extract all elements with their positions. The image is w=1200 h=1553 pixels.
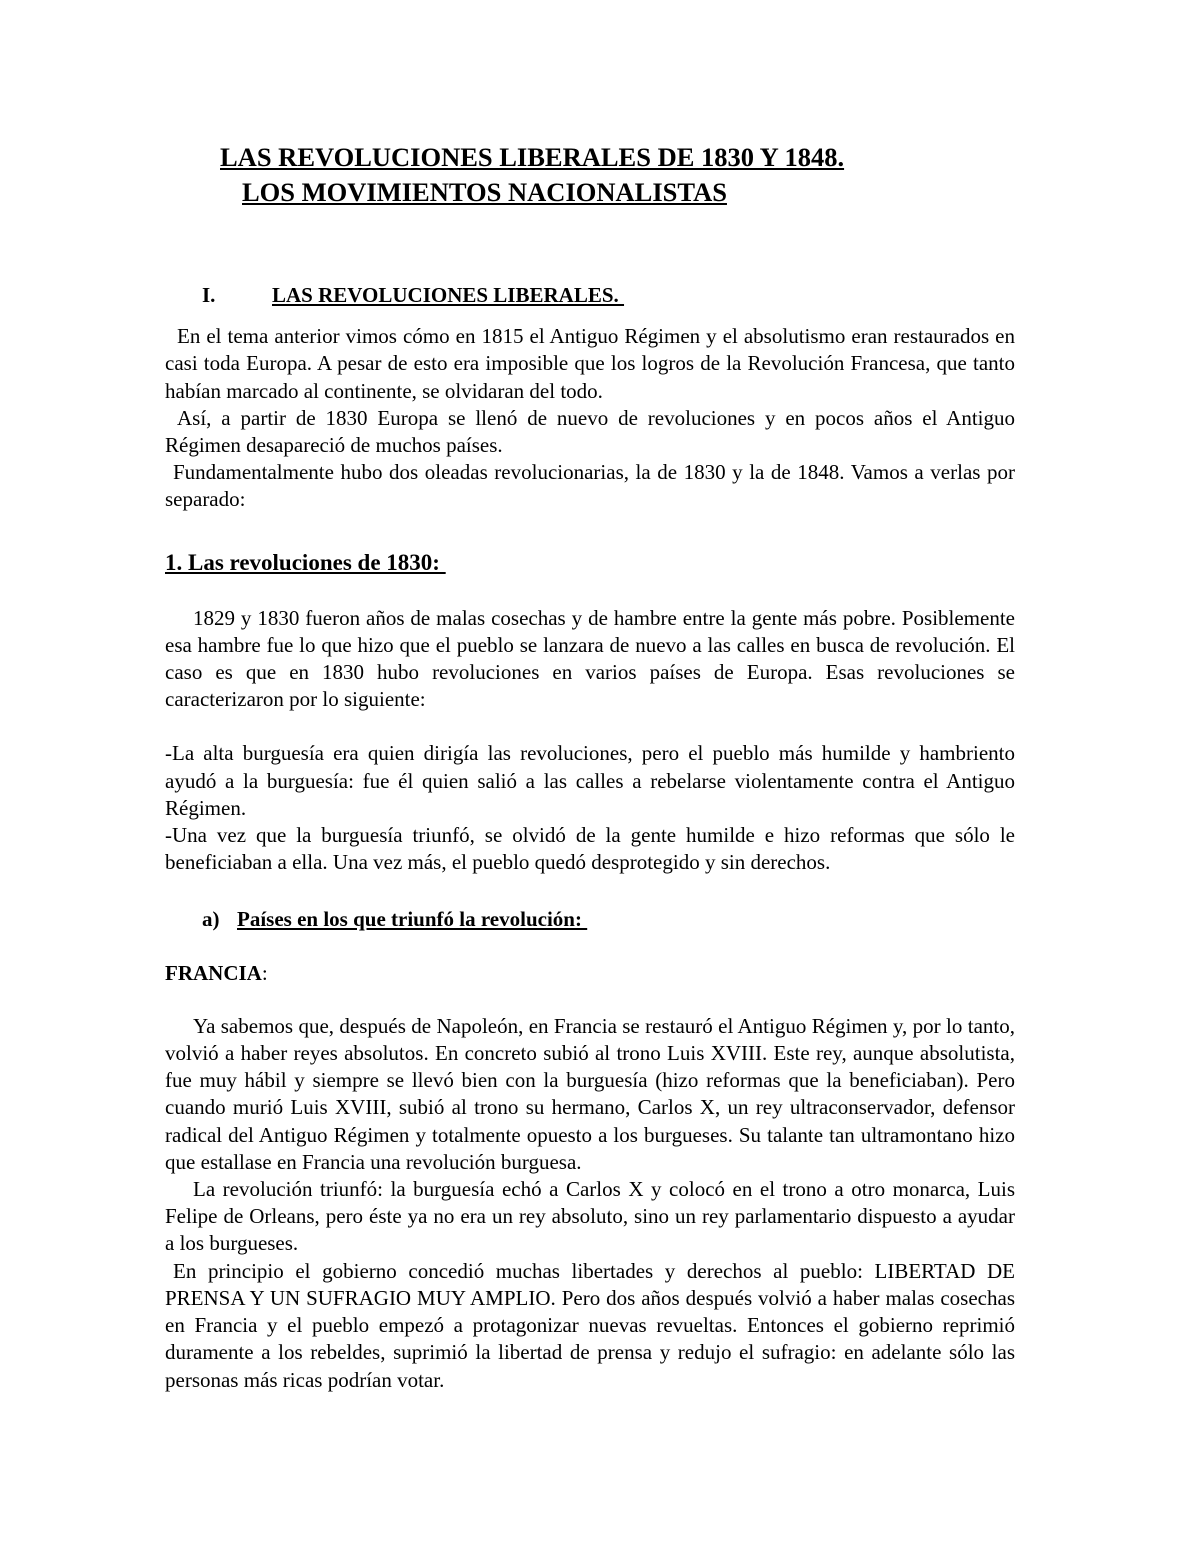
country-colon: : [261,960,268,985]
subsubsection-heading [165,906,1015,933]
spacer [165,713,1015,740]
document-title-line-2: LOS MOVIMIENTOS NACIONALISTAS [242,177,727,207]
country-name: FRANCIA [165,960,262,985]
bullet-point: -La alta burguesía era quien dirigía las revoluciones, pero el pueblo más humilde y hambriento ayudó a la burguesía: fue él quien salió a las calles a rebelarse violentamente contra el Antiguo Régimen. [165,741,1015,820]
bullet-point: -Una vez que la burguesía triunfó, se olvidó de la gente humilde e hizo reformas que sólo le beneficiaban a ella. Una vez más, el pueblo quedó desprotegido y sin derechos. [165,823,1015,875]
section-heading [165,282,1015,309]
subsubsection-title: Países en los que triunfó la revolución: [237,907,588,932]
subsubsection-label: a) [202,907,220,932]
section-title: LAS REVOLUCIONES LIBERALES. [272,283,625,307]
country-heading [165,960,1015,987]
paragraph: Así, a partir de 1830 Europa se llenó de nuevo de revoluciones y en pocos años el Antiguo Régimen desapareció de muchos países. [165,405,1015,458]
document-title-line-1: LAS REVOLUCIONES LIBERALES DE 1830 Y 1848. [220,142,845,172]
section-number: I. [202,283,216,307]
paragraph: Fundamentalmente hubo dos oleadas revolucionarias, la de 1830 y la de 1848. Vamos a verlas por separado: [165,460,1015,512]
paragraph: Ya sabemos que, después de Napoleón, en Francia se restauró el Antiguo Régimen y, por lo tanto, volvió a haber reyes absolutos. En concreto subió al trono Luis XVIII. Este rey, aunque absolutista, fue muy hábil y siempre se llevó bien con la burguesía (hizo reformas que la beneficiaban). Pero cuando murió Luis XVIII, subió al trono su hermano, Carlos X, un rey ultraconservador, defensor radical del Antiguo Régimen y totalmente opuesto a los burgueses. Su talante tan ultramontano hizo que estallase en Francia una revolución burguesa. [165,1013,1015,1174]
document-page [165,140,1015,1394]
paragraph: 1829 y 1830 fueron años de malas cosechas y de hambre entre la gente más pobre. Posiblemente esa hambre fue lo que hizo que el pueblo se lanzara de nuevo a las calles en busca de revolución. El caso es que en 1830 hubo revoluciones en varios países de Europa. Esas revoluciones se caracterizaron por lo siguiente: [165,605,1015,712]
subsection-heading: 1. Las revoluciones de 1830: [165,549,446,575]
paragraph: En el tema anterior vimos cómo en 1815 el Antiguo Régimen y el absolutismo eran restaurados en casi toda Europa. A pesar de esto era imposible que los logros de la Revolución Francesa, que tanto habían marcado al continente, se olvidaran del todo. [165,324,1015,403]
paragraph: En principio el gobierno concedió muchas libertades y derechos al pueblo: LIBERTAD DE PRENSA Y UN SUFRAGIO MUY AMPLIO. Pero dos años después volvió a haber malas cosechas en Francia y el pueblo empezó a protagonizar nuevas revueltas. Entonces el gobierno reprimió duramente a los rebeldes, suprimió la libertad de prensa y redujo el sufragio: en adelante sólo las personas más ricas podrían votar. [165,1258,1015,1392]
paragraph: La revolución triunfó: la burguesía echó a Carlos X y colocó en el trono a otro monarca, Luis Felipe de Orleans, pero éste ya no era un rey absoluto, sino un rey parlamentario dispuesto a ayudar a los burgueses. [165,1177,1015,1256]
